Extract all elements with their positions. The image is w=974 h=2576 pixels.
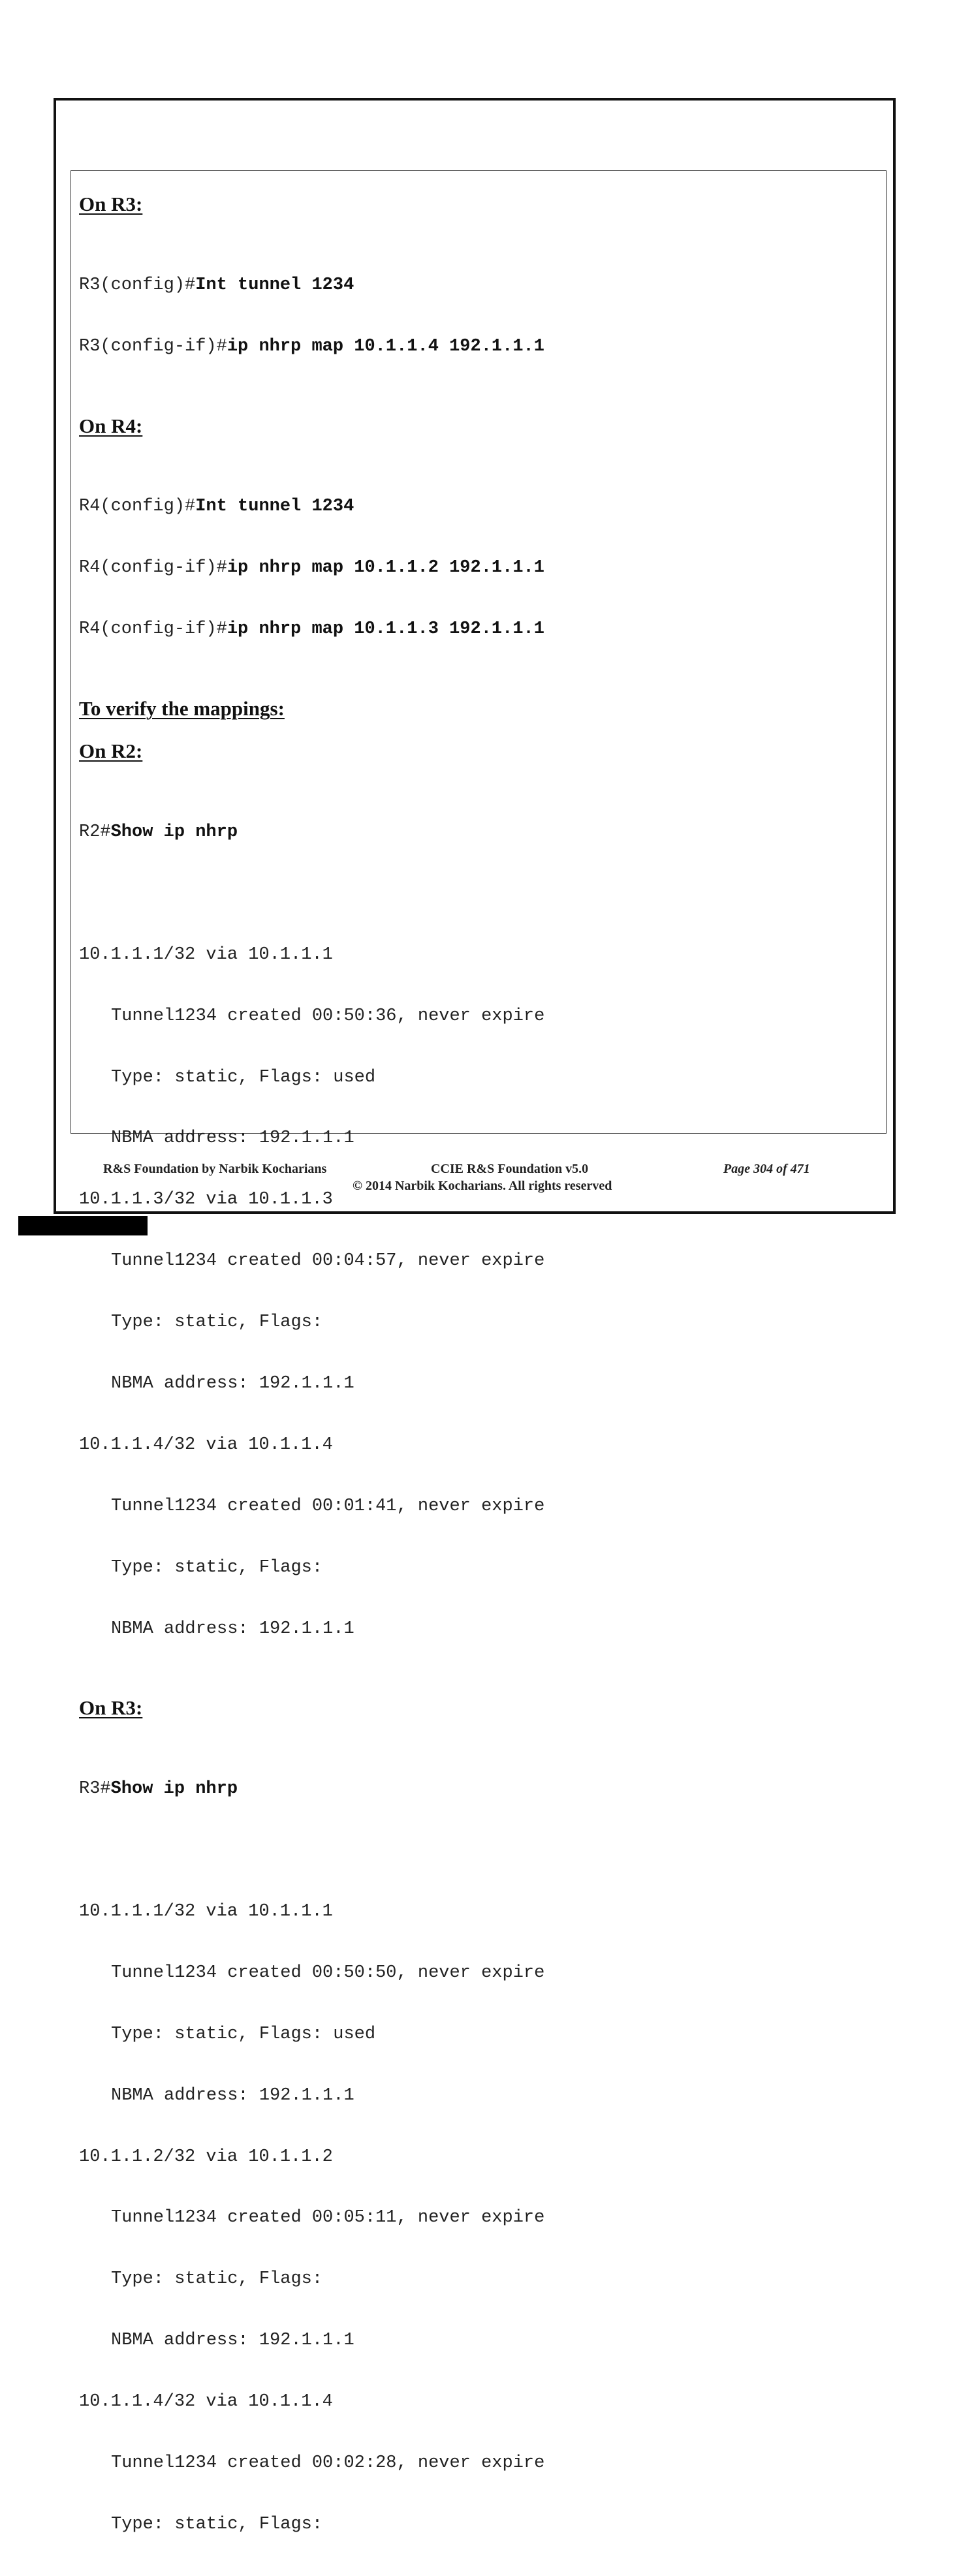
code-line [79,558,886,578]
code-line [79,619,886,640]
nhrp-type: Type: static, Flags: [111,1557,323,1577]
cli-prompt: R4(config-if)# [79,619,227,640]
cli-prompt: R2# [79,822,111,842]
nhrp-nbma: NBMA address: 192.1.1.1 [111,2085,354,2105]
nhrp-created: Tunnel1234 created 00:04:57, never expire [111,1251,545,1271]
cli-command: ip nhrp map 10.1.1.2 192.1.1.1 [227,558,544,578]
cli-prompt: R3# [79,1779,111,1799]
cli-command: Int tunnel 1234 [195,497,354,517]
cli-command: Int tunnel 1234 [195,275,354,295]
nhrp-entry: 10.1.1.1/32 via 10.1.1.1 [79,1902,333,1922]
nhrp-type: Type: static, Flags: [111,2514,323,2534]
code-line [79,822,886,843]
cli-command: Show ip nhrp [110,822,238,842]
section-heading-r3-verify: On R3: [79,1696,143,1720]
cli-prompt: R3(config)# [79,275,196,295]
nhrp-type: Type: static, Flags: [111,1312,323,1333]
blank-line [79,1840,886,1861]
section-heading-verify: To verify the mappings: [79,697,285,721]
nhrp-entry: 10.1.1.4/32 via 10.1.1.4 [79,2392,333,2412]
nhrp-type: Type: static, Flags: [111,2269,323,2289]
code-line [79,275,886,296]
r3-show-block [79,1739,886,2576]
cli-prompt: R4(config)# [79,497,196,517]
nhrp-entry: 10.1.1.4/32 via 10.1.1.4 [79,1435,333,1455]
nhrp-created: Tunnel1234 created 00:50:50, never expire [111,1963,545,1983]
footer-page-number: Page 304 of 471 [723,1162,810,1176]
nhrp-nbma: NBMA address: 192.1.1.1 [111,1619,354,1639]
r2-show-block [79,781,886,1680]
nhrp-nbma: NBMA address: 192.1.1.1 [111,1128,354,1149]
code-line [79,1779,886,1799]
scan-black-bar [18,1216,148,1235]
code-line [79,497,886,517]
section-heading-r4-config: On R4: [79,414,143,437]
nhrp-created: Tunnel1234 created 00:05:11, never expire [111,2208,545,2228]
cli-command: ip nhrp map 10.1.1.4 192.1.1.1 [227,336,544,356]
nhrp-created: Tunnel1234 created 00:01:41, never expire [111,1496,545,1516]
r4-config-block [79,456,886,681]
nhrp-entry: 10.1.1.2/32 via 10.1.1.2 [79,2147,333,2167]
section-heading-r3-config: On R3: [79,193,143,215]
code-line [79,337,886,357]
footer-copyright: © 2014 Narbik Kocharians. All rights reserved [353,1179,612,1193]
footer-title: CCIE R&S Foundation v5.0 [431,1162,589,1176]
r3-config-block [79,234,886,397]
cli-command: Show ip nhrp [110,1779,238,1799]
nhrp-created: Tunnel1234 created 00:50:36, never expire [111,1006,545,1026]
nhrp-nbma: NBMA address: 192.1.1.1 [111,1374,354,1393]
nhrp-entry: 10.1.1.1/32 via 10.1.1.1 [79,944,333,965]
cli-prompt: R3(config-if)# [79,336,227,356]
nhrp-created: Tunnel1234 created 00:02:28, never expire [111,2453,545,2474]
cli-prompt: R4(config-if)# [79,558,227,578]
nhrp-entry: 10.1.1.3/32 via 10.1.1.3 [79,1190,333,1210]
nhrp-type: Type: static, Flags: used [111,2024,376,2044]
nhrp-nbma: NBMA address: 192.1.1.1 [111,2331,354,2351]
cli-command: ip nhrp map 10.1.1.3 192.1.1.1 [227,619,544,640]
blank-line [79,884,886,904]
nhrp-type: Type: static, Flags: used [111,1067,376,1087]
footer-author: R&S Foundation by Narbik Kocharians [103,1162,327,1176]
section-heading-r2-verify: On R2: [79,739,143,763]
